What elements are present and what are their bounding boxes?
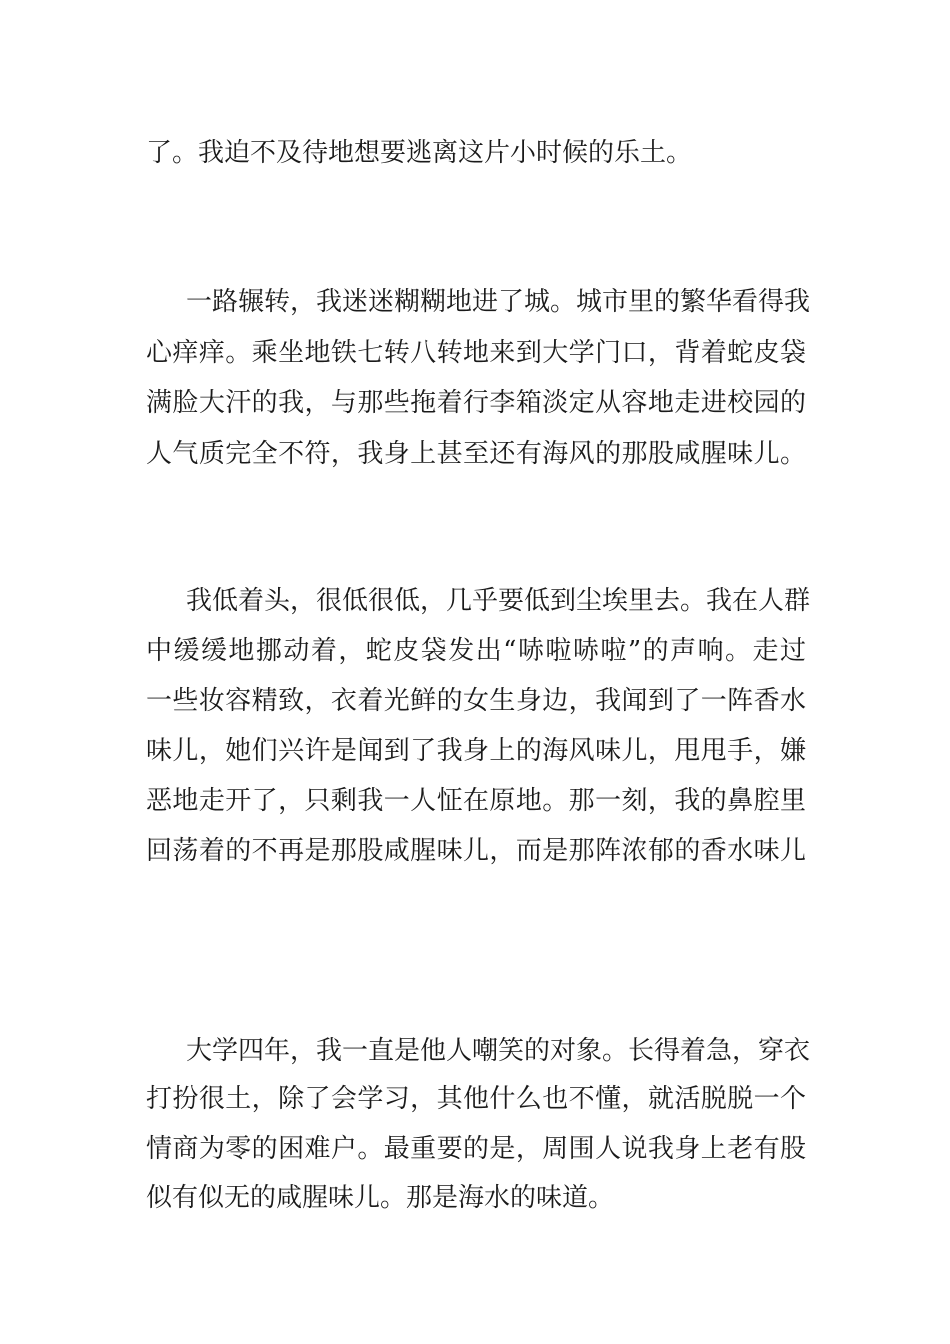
paragraph-4-line-4: 似有似无的咸腥味儿。那是海水的味道。 bbox=[146, 1183, 615, 1213]
paragraph-4-line-1: 大学四年，我一直是他人嘲笑的对象。长得着急，穿衣 bbox=[186, 1036, 811, 1066]
paragraph-4-line-3: 情商为零的困难户。最重要的是，周围人说我身上老有股 bbox=[146, 1134, 806, 1164]
paragraph-3-line-6: 回荡着的不再是那股咸腥味儿，而是那阵浓郁的香水味儿 bbox=[146, 836, 806, 866]
paragraph-3-line-4: 味儿，她们兴许是闻到了我身上的海风味儿，甩甩手，嫌 bbox=[146, 736, 806, 766]
paragraph-2-line-4: 人气质完全不符，我身上甚至还有海风的那股咸腥味儿。 bbox=[146, 439, 806, 469]
paragraph-2-line-1: 一路辗转，我迷迷糊糊地进了城。城市里的繁华看得我 bbox=[186, 287, 811, 317]
paragraph-2-line-2: 心痒痒。乘坐地铁七转八转地来到大学门口，背着蛇皮袋 bbox=[146, 338, 806, 368]
paragraph-4-line-2: 打扮很土，除了会学习，其他什么也不懂，就活脱脱一个 bbox=[146, 1084, 806, 1114]
paragraph-3-line-1: 我低着头，很低很低，几乎要低到尘埃里去。我在人群 bbox=[186, 586, 811, 616]
paragraph-3-line-5: 恶地走开了，只剩我一人怔在原地。那一刻，我的鼻腔里 bbox=[146, 786, 806, 816]
paragraph-3-line-2: 中缓缓地挪动着，蛇皮袋发出“哧啦哧啦”的声响。走过 bbox=[146, 636, 806, 666]
paragraph-1-line-1: 了。我迫不及待地想要逃离这片小时候的乐土。 bbox=[146, 138, 693, 168]
paragraph-3-line-3: 一些妆容精致，衣着光鲜的女生身边，我闻到了一阵香水 bbox=[146, 686, 806, 716]
paragraph-2-line-3: 满脸大汗的我，与那些拖着行李箱淡定从容地走进校园的 bbox=[146, 388, 806, 418]
